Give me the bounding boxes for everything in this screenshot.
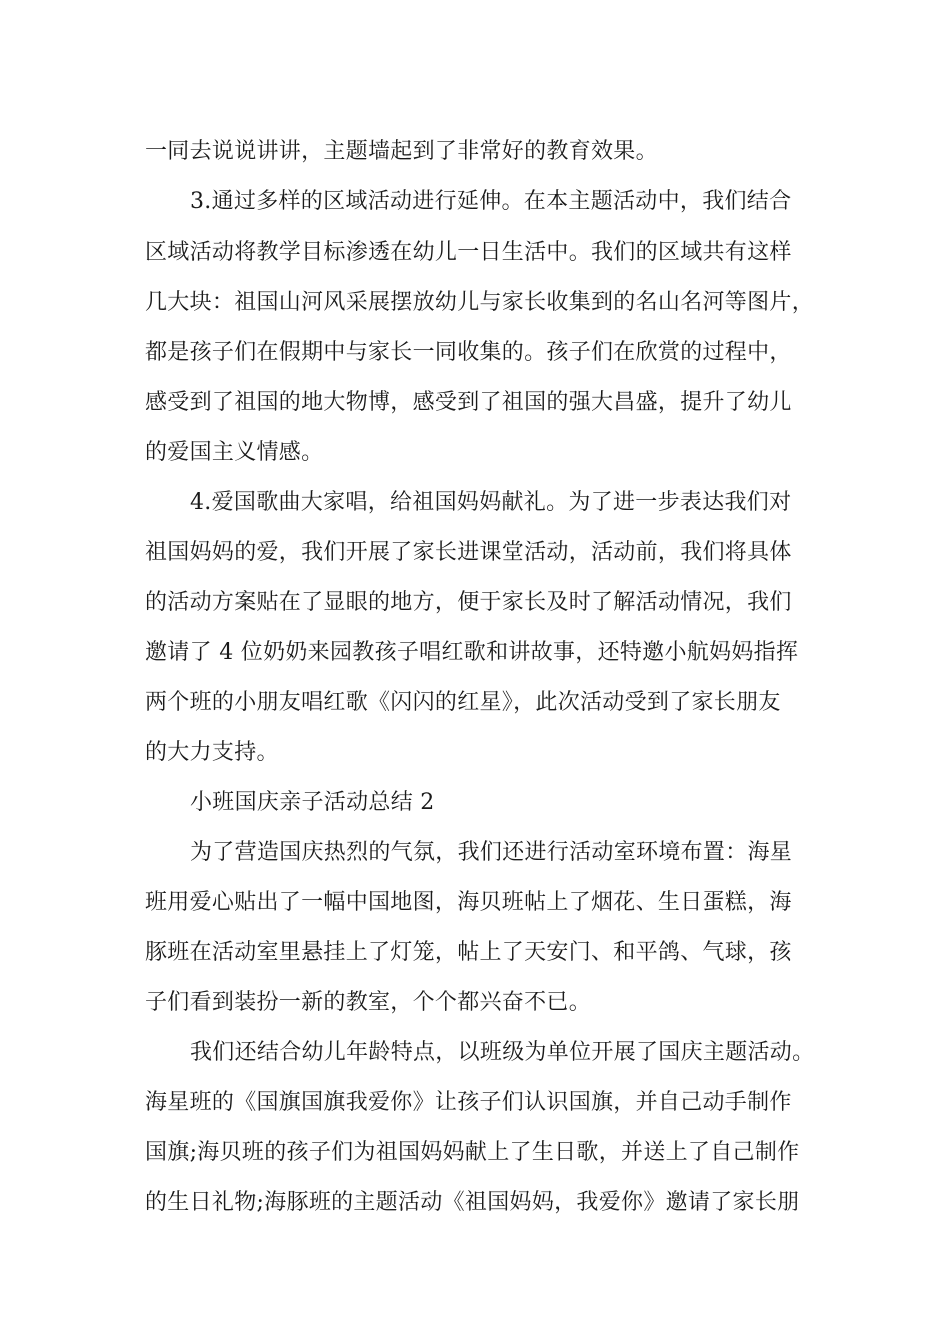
text-line: 区域活动将教学目标渗透在幼儿一日生活中。我们的区域共有这样	[145, 240, 792, 265]
text-line: 的生日礼物;海豚班的主题活动《祖国妈妈，我爱你》邀请了家长朋	[145, 1190, 800, 1215]
text-line: 邀请了 4 位奶奶来园教孩子唱红歌和讲故事，还特邀小航妈妈指挥	[145, 640, 799, 665]
text-line: 一同去说说讲讲，主题墙起到了非常好的教育效果。	[145, 139, 658, 164]
text-line: 的大力支持。	[145, 740, 279, 765]
text-line: 我们还结合幼儿年龄特点，以班级为单位开展了国庆主题活动。	[190, 1040, 815, 1065]
text-line: 的爱国主义情感。	[145, 440, 324, 465]
text-line: 都是孩子们在假期中与家长一同收集的。孩子们在欣赏的过程中，	[145, 340, 792, 365]
text-line: 班用爱心贴出了一幅中国地图，海贝班帖上了烟花、生日蛋糕，海	[145, 890, 792, 915]
text-line: 3.通过多样的区域活动进行延伸。在本主题活动中，我们结合	[190, 189, 792, 214]
text-line: 为了营造国庆热烈的气氛，我们还进行活动室环境布置：海星	[190, 840, 793, 865]
text-line: 子们看到装扮一新的教室，个个都兴奋不已。	[145, 990, 592, 1015]
text-line: 4.爱国歌曲大家唱，给祖国妈妈献礼。为了进一步表达我们对	[190, 490, 792, 515]
text-line: 感受到了祖国的地大物博，感受到了祖国的强大昌盛，提升了幼儿	[145, 390, 792, 415]
text-line: 国旗;海贝班的孩子们为祖国妈妈献上了生日歌，并送上了自己制作	[145, 1140, 800, 1165]
section-heading: 小班国庆亲子活动总结 2	[190, 790, 435, 815]
text-line: 的活动方案贴在了显眼的地方，便于家长及时了解活动情况，我们	[145, 590, 792, 615]
text-line: 几大块：祖国山河风采展摆放幼儿与家长收集到的名山名河等图片，	[145, 290, 815, 315]
text-line: 海星班的《国旗国旗我爱你》让孩子们认识国旗，并自己动手制作	[145, 1090, 792, 1115]
text-line: 祖国妈妈的爱，我们开展了家长进课堂活动，活动前，我们将具体	[145, 540, 792, 565]
text-line: 豚班在活动室里悬挂上了灯笼，帖上了天安门、和平鸽、气球，孩	[145, 940, 792, 965]
text-line: 两个班的小朋友唱红歌《闪闪的红星》，此次活动受到了家长朋友	[145, 690, 781, 715]
